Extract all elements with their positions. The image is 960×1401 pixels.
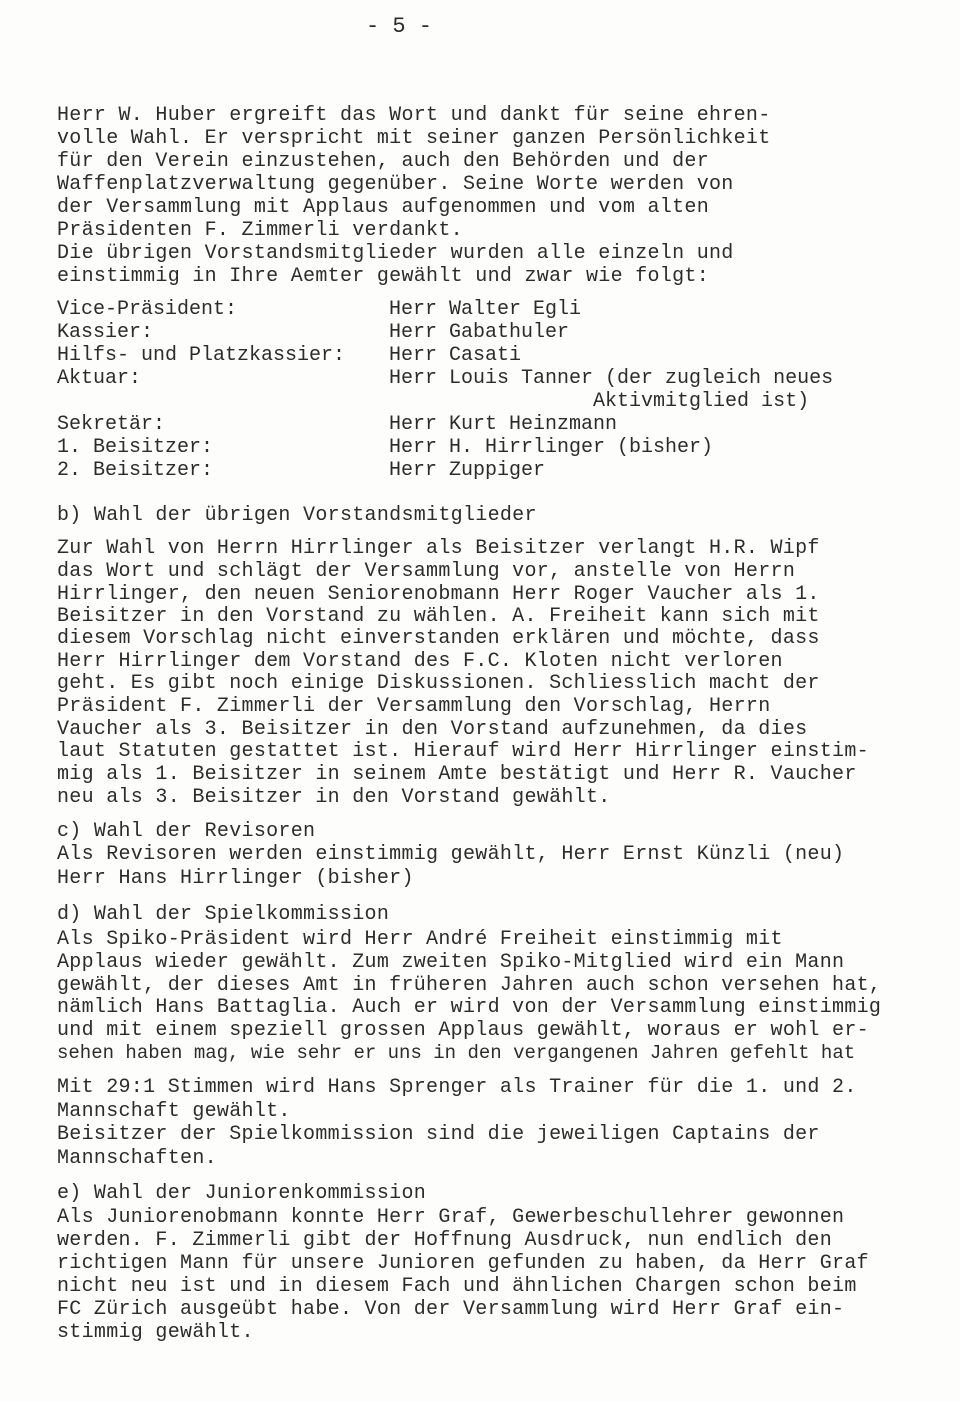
text-line: Präsident F. Zimmerli der Versammlung den Vorschlag, Herrn bbox=[57, 695, 771, 718]
board-member: Herr Casati bbox=[389, 344, 522, 367]
text-line: laut Statuten gestattet ist. Hierauf wird Herr Hirrlinger einstim- bbox=[57, 740, 869, 763]
text-line: Die übrigen Vorstandsmitglieder wurden alle einzeln und bbox=[57, 242, 734, 265]
board-role: 1. Beisitzer: bbox=[57, 436, 214, 459]
board-member: Herr Louis Tanner (der zugleich neues bbox=[389, 367, 834, 390]
board-role: Kassier: bbox=[57, 321, 154, 344]
text-line: stimmig gewählt. bbox=[57, 1321, 254, 1344]
text-line: Herr Hans Hirrlinger (bisher) bbox=[57, 867, 414, 890]
text-line: werden. F. Zimmerli gibt der Hoffnung Ausdruck, nun endlich den bbox=[57, 1229, 833, 1252]
text-line: der Versammlung mit Applaus aufgenommen und vom alten bbox=[57, 196, 710, 219]
text-line: geht. Es gibt noch einige Diskussionen. Schliesslich macht der bbox=[57, 672, 820, 695]
board-role: Hilfs- und Platzkassier: bbox=[57, 344, 346, 367]
board-member: Herr Kurt Heinzmann bbox=[389, 413, 618, 436]
page-number: - 5 - bbox=[366, 14, 433, 39]
board-member-continued: Aktivmitglied ist) bbox=[389, 390, 810, 413]
text-line: FC Zürich ausgeübt habe. Von der Versammlung wird Herr Graf ein- bbox=[57, 1298, 845, 1321]
text-line: nicht neu ist und in diesem Fach und ähnlichen Chargen schon beim bbox=[57, 1275, 857, 1298]
text-line: richtigen Mann für unsere Junioren gefunden zu haben, da Herr Graf bbox=[57, 1252, 869, 1275]
text-line: für den Verein einzustehen, auch den Behörden und der bbox=[57, 150, 710, 173]
text-line: neu als 3. Beisitzer in den Vorstand gewählt. bbox=[57, 786, 611, 809]
text-line: nämlich Hans Battaglia. Auch er wird von der Versammlung einstimmig bbox=[57, 996, 882, 1019]
text-line: Herr W. Huber ergreift das Wort und dankt für seine ehren- bbox=[57, 104, 771, 127]
text-line: Als Revisoren werden einstimmig gewählt, Herr Ernst Künzli (neu) bbox=[57, 843, 845, 866]
section-heading: b) Wahl der übrigen Vorstandsmitglieder bbox=[57, 504, 537, 527]
text-line: sehen haben mag, wie sehr er uns in den vergangenen Jahren gefehlt hat bbox=[57, 1042, 856, 1064]
section-heading: c) Wahl der Revisoren bbox=[57, 820, 316, 843]
text-line: Herr Hirrlinger dem Vorstand des F.C. Kloten nicht verloren bbox=[57, 650, 783, 673]
board-member: Herr Zuppiger bbox=[389, 459, 546, 482]
text-line: Hirrlinger, den neuen Seniorenobmann Herr Roger Vaucher als 1. bbox=[57, 583, 820, 606]
board-role: Aktuar: bbox=[57, 367, 142, 390]
text-line: Zur Wahl von Herrn Hirrlinger als Beisitzer verlangt H.R. Wipf bbox=[57, 537, 820, 560]
text-line: Als Juniorenobmann konnte Herr Graf, Gewerbeschullehrer gewonnen bbox=[57, 1206, 845, 1229]
board-member: Herr Walter Egli bbox=[389, 298, 582, 321]
text-line: einstimmig in Ihre Aemter gewählt und zwar wie folgt: bbox=[57, 265, 710, 288]
text-line: Beisitzer der Spielkommission sind die jeweiligen Captains der bbox=[57, 1123, 820, 1146]
text-line: gewählt, der dieses Amt in früheren Jahren auch schon versehen hat, bbox=[57, 974, 882, 997]
text-line: Beisitzer in den Vorstand zu wählen. A. Freiheit kann sich mit bbox=[57, 605, 820, 628]
section-heading: d) Wahl der Spielkommission bbox=[57, 903, 390, 926]
board-member: Herr H. Hirrlinger (bisher) bbox=[389, 436, 714, 459]
text-line: Waffenplatzverwaltung gegenüber. Seine Worte werden von bbox=[57, 173, 734, 196]
text-line: Mit 29:1 Stimmen wird Hans Sprenger als Trainer für die 1. und 2. bbox=[57, 1076, 857, 1099]
text-line: Als Spiko-Präsident wird Herr André Freiheit einstimmig mit bbox=[57, 928, 783, 951]
text-line: das Wort und schlägt der Versammlung vor, anstelle von Herrn bbox=[57, 560, 796, 583]
text-line: und mit einem speziell grossen Applaus gewählt, woraus er wohl er- bbox=[57, 1019, 869, 1042]
board-role: Sekretär: bbox=[57, 413, 166, 436]
text-line: Mannschaft gewählt. bbox=[57, 1100, 291, 1123]
section-heading: e) Wahl der Juniorenkommission bbox=[57, 1182, 427, 1205]
text-line: diesem Vorschlag nicht einverstanden erklären und möchte, dass bbox=[57, 627, 820, 650]
board-role: 2. Beisitzer: bbox=[57, 459, 214, 482]
text-line: mig als 1. Beisitzer in seinem Amte bestätigt und Herr R. Vaucher bbox=[57, 763, 857, 786]
board-member: Herr Gabathuler bbox=[389, 321, 570, 344]
text-line: Mannschaften. bbox=[57, 1147, 217, 1170]
text-line: Applaus wieder gewählt. Zum zweiten Spiko-Mitglied wird ein Mann bbox=[57, 951, 845, 974]
text-line: Präsidenten F. Zimmerli verdankt. bbox=[57, 219, 463, 242]
board-role: Vice-Präsident: bbox=[57, 298, 238, 321]
text-line: volle Wahl. Er verspricht mit seiner ganzen Persönlichkeit bbox=[57, 127, 771, 150]
text-line: Vaucher als 3. Beisitzer in den Vorstand aufzunehmen, da dies bbox=[57, 718, 808, 741]
